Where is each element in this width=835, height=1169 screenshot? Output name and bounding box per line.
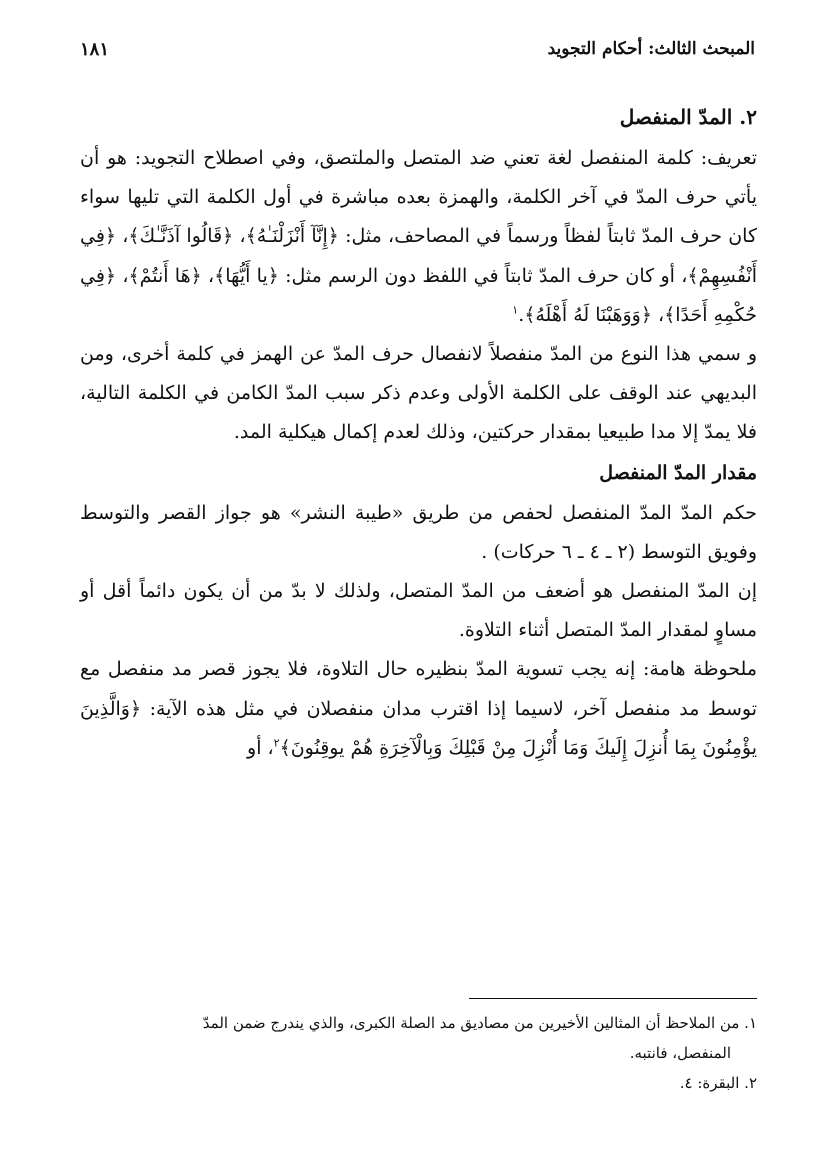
footnote-1: ١. من الملاحظ أن المثالين الأخيرين من مصاديق مد الصلة الكبرى، والذي يندرج ضمن المدّ: [202, 1014, 757, 1032]
header-title: المبحث الثالث: أحكام التجويد: [547, 39, 755, 59]
main-text: [80, 95, 757, 768]
paragraph-note: [80, 650, 757, 768]
subsection-title: مقدار المدّ المنفصل: [599, 461, 757, 484]
footnotes: [80, 1008, 757, 1098]
page-number: ١٨١: [80, 38, 110, 60]
section-title: ٢. المدّ المنفصل: [619, 105, 757, 129]
paragraph-definition: [80, 139, 757, 335]
footnote-2: ٢. البقرة: ٤.: [679, 1074, 757, 1092]
footnote-1-continuation: المنفصل، فانتبه.: [629, 1044, 731, 1062]
paragraph-definition-text: تعريف: كلمة المنفصل لغة تعني ضد المتصل والملتصق، وفي اصطلاح التجويد: هو أن يأتي حرف المدّ في آخر الكلمة، والهمزة بعده مباشرة في أول الكلمة التي تليها سواء كان حرف المدّ ثابتاً لفظاً ورسماً في المصاحف، مثل: ﴿إِنَّآ أَنْزَلْنَـٰهُ﴾، ﴿قَالُوا آذَنَّـٰكَ﴾، ﴿فِي أَنْفُسِهِمْ﴾، أو كان حرف المدّ ثابتاً في اللفظ دون الرسم مثل: ﴿يا أَيُّهَا﴾، ﴿هَا أَنتُمْ﴾، ﴿فِي حُكْمِهِ أَحَدًا﴾، ﴿وَوَهَبْنَا لَهُ أَهْلَهُ﴾.: [80, 147, 757, 326]
paragraph-note-tail: ، أو: [247, 736, 274, 759]
footnote-ref-1[interactable]: ١: [512, 303, 519, 317]
running-header: [80, 34, 755, 64]
footnote-ref-2[interactable]: ٢: [273, 736, 280, 750]
paragraph-comparison: إن المدّ المنفصل هو أضعف من المدّ المتصل، ولذلك لا بدّ من أن يكون دائماً أقل أو مساوٍ لمقدار المدّ المتصل أثناء التلاوة.: [80, 580, 757, 642]
paragraph-note-text: ملحوظة هامة: إنه يجب تسوية المدّ بنظيره حال التلاوة، فلا يجوز قصر مد منفصل مع توسط مد منفصل آخر، لاسيما إذا اقترب مدان منفصلان في مثل هذه الآية: ﴿وَالَّذِينَ يؤْمِنُونَ بِمَا أُنزِلَ إِلَيكَ وَمَا أُنْزِلَ مِنْ قَبْلِكَ وَبِالْآخِرَةِ هُمْ يوقِنُونَ﴾: [80, 658, 757, 759]
footnote-divider: [469, 998, 757, 999]
paragraph-ruling: حكم المدّ المدّ المنفصل لحفص من طريق «طيبة النشر» هو جواز القصر والتوسط وفويق التوسط (٢ ـ ٤ ـ ٦ حركات) .: [80, 501, 757, 563]
paragraph-naming: و سمي هذا النوع من المدّ منفصلاً لانفصال حرف المدّ عن الهمز في كلمة أخرى، ومن البديهي عند الوقف على الكلمة الأولى وعدم ذكر سبب المدّ الكامن في الكلمة التالية، فلا يمدّ إلا مدا طبيعيا بمقدار حركتين، وذلك لعدم إكمال هيكلية المد.: [80, 343, 757, 444]
